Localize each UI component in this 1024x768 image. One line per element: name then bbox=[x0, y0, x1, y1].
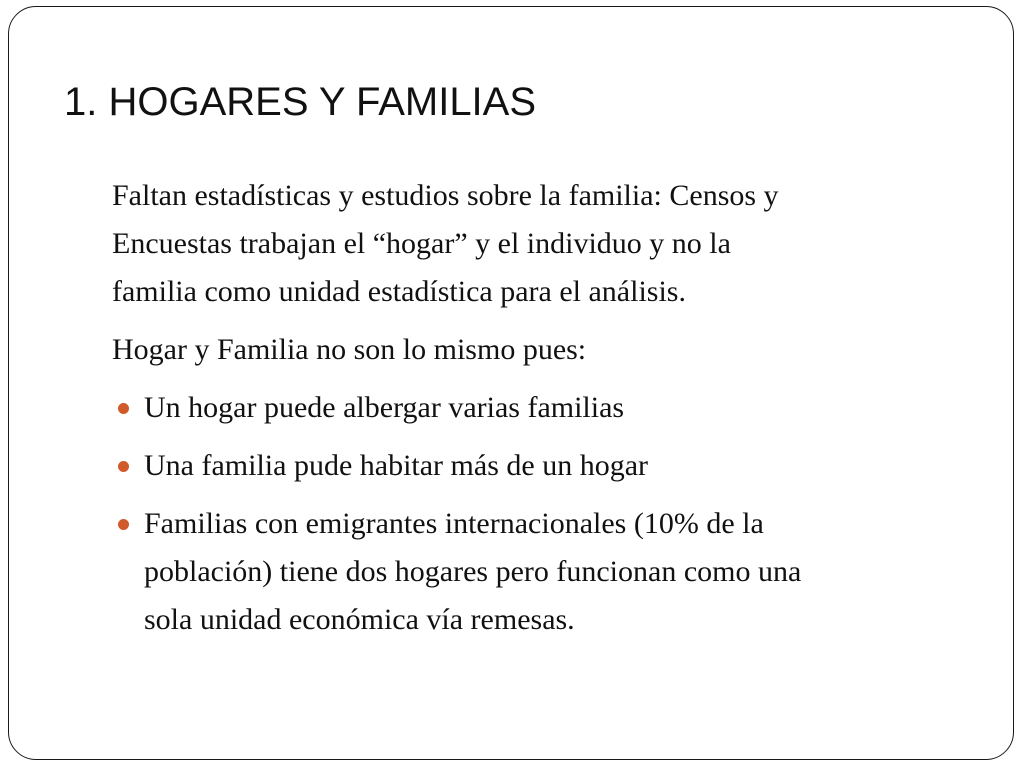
slide-body bbox=[112, 172, 952, 654]
paragraph-line: Encuestas trabajan el “hogar” y el individuo y no la bbox=[112, 227, 731, 260]
bullet-line: Una familia pude habitar más de un hogar bbox=[144, 449, 648, 482]
bullet-line: Un hogar puede albergar varias familias bbox=[144, 391, 625, 424]
paragraph-line: Hogar y Familia no son lo mismo pues: bbox=[112, 333, 587, 366]
bullet-icon bbox=[118, 403, 129, 414]
bullet-line: población) tiene dos hogares pero funcionan como una bbox=[144, 555, 802, 588]
paragraph-line: familia como unidad estadística para el análisis. bbox=[112, 275, 686, 308]
bullet-line: sola unidad económica vía remesas. bbox=[144, 603, 575, 636]
bullet-icon bbox=[118, 519, 129, 530]
paragraph-hogar-familia bbox=[112, 326, 952, 374]
bullet-item bbox=[112, 500, 952, 644]
bullet-line: Familias con emigrantes internacionales (10% de la bbox=[144, 507, 764, 540]
slide-title: 1. HOGARES Y FAMILIAS bbox=[64, 80, 537, 124]
bullet-item bbox=[112, 442, 952, 490]
bullet-icon bbox=[118, 461, 129, 472]
paragraph-line: Faltan estadísticas y estudios sobre la familia: Censos y bbox=[112, 179, 779, 212]
paragraph-statistics bbox=[112, 172, 952, 316]
bullet-item bbox=[112, 384, 952, 432]
